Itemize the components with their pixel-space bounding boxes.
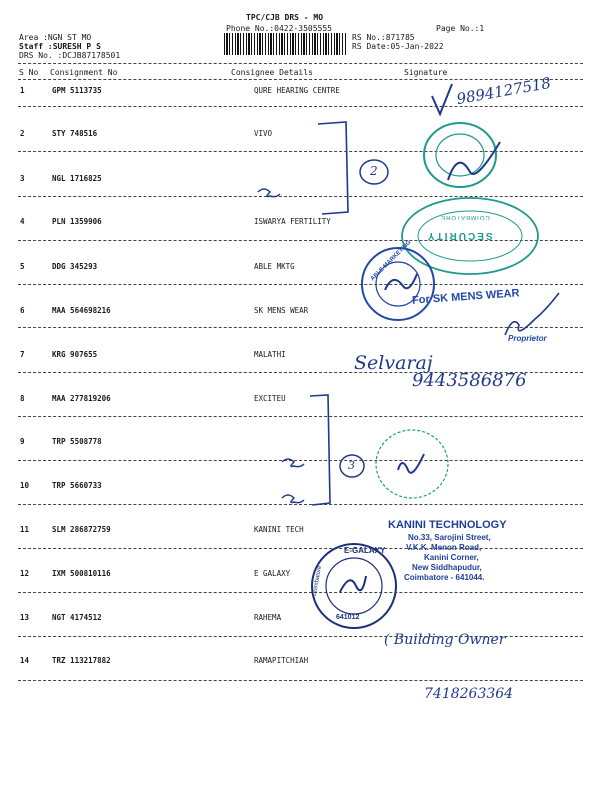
row-serial-number: 7 [20,350,25,359]
signature-row9 [398,454,424,473]
stamp-proprietor: Proprietor [508,334,547,343]
row-consignee-name: EXCITEU [254,394,286,403]
row-consignment-number: TRZ 113217882 [52,656,111,665]
area-label: Area :NGN ST MO [19,33,92,42]
row-serial-number: 5 [20,262,25,271]
row-consignment-number: STY 748516 [52,129,98,138]
stamp-able-marketing: ABLE MARKETING [369,239,413,283]
stamp-kanini-name: KANINI TECHNOLOGY [388,519,507,531]
signature-initial-row9 [282,459,304,467]
row-consignee-name: MALATHI [254,350,286,359]
page-number: Page No.:1 [436,24,485,33]
signature-initial-row3 [258,189,280,197]
row-consignee-name: ABLE MKTG [254,262,295,271]
row-consignment-number: IXM 500810116 [52,569,111,578]
row-consignee-name: KANINI TECH [254,525,304,534]
signature-row12 [340,576,366,592]
handwritten-phone-row7: 9443586876 [412,370,527,391]
row-serial-number: 8 [20,394,25,403]
row-serial-number: 9 [20,437,25,446]
signature-row2-3 [448,142,500,180]
rs-number: RS No.:871785 [352,33,415,42]
row-consignment-number: DDG 345293 [52,262,98,271]
stamp-kanini-line3: Kanini Corner, [424,553,479,562]
row-serial-number: 14 [20,656,30,665]
row-consignee-name: QURE HEARING CENTRE [254,86,340,95]
phone-number: Phone No.:0422-3505555 [226,24,332,33]
stamp-security: SECURITY [426,230,493,241]
stamp-sk-mens-wear: For SK MENS WEAR [411,287,520,307]
row-consignment-number: SLM 286872759 [52,525,111,534]
stamp-kanini-line5: Coimbatore - 641044. [404,573,485,582]
row-serial-number: 11 [20,525,30,534]
column-consignment: Consignment No [50,68,118,77]
bracket-rows-8-10 [310,395,330,505]
handwritten-owner-note: ( Building Owner [384,632,506,648]
handwritten-circle-3: 3 [348,459,355,472]
column-signature: Signature [404,68,448,77]
signature-check-row1 [432,84,452,114]
stamp-coimbatore: COIMBATORE [440,214,490,220]
stamp-kanini-line1: No.33, Sarojini Street, [408,533,491,542]
row-consignment-number: NGL 1716825 [52,174,102,183]
row-consignee-name: RAHEMA [254,613,282,622]
staff-label: Staff :SURESH P S [19,42,101,51]
row-serial-number: 3 [20,174,25,183]
able-marketing-stamp [362,248,434,320]
row-serial-number: 2 [20,129,25,138]
row-consignment-number: GPM 5113735 [52,86,102,95]
stamp-kanini-line2: V.K.K. Menon Road, [406,543,482,552]
drs-number: DRS No. :DCJB87178501 [19,51,121,60]
row-consignment-number: TRP 5508778 [52,437,102,446]
column-consignee: Consignee Details [231,68,313,77]
bracket-rows-2-3 [318,122,348,214]
column-sno: S No [19,68,39,77]
row-consignment-number: NGT 4174512 [52,613,102,622]
row-consignee-name: RAMAPITCHIAH [254,656,309,665]
signature-row5 [385,274,417,290]
handwritten-name-row7: Selvaraj [354,352,433,374]
row-consignment-number: TRP 5660733 [52,481,102,490]
faint-stamp-row9 [376,430,448,498]
row-serial-number: 4 [20,217,25,226]
row-consignment-number: PLN 1359906 [52,217,102,226]
row-consignee-name: VIVO [254,129,273,138]
row-consignee-name: ISWARYA FERTILITY [254,217,331,226]
handwritten-phone-row14: 7418263364 [424,686,514,702]
document-title: TPC/CJB DRS - MO [246,13,324,22]
handwritten-phone-row1: 9894127518 [455,73,553,109]
rs-date: RS Date:05-Jan-2022 [352,42,444,51]
technology-stamp [424,123,496,187]
row-serial-number: 1 [20,86,25,95]
stamp-egalaxy-name: E-GALAXY [344,546,386,555]
stamp-kanini-line4: New Siddhapudur, [412,563,482,572]
row-serial-number: 12 [20,569,30,578]
stamp-egalaxy-city: Coimbatore [311,565,324,597]
row-serial-number: 6 [20,306,25,315]
row-consignee-name: E GALAXY [254,569,291,578]
stamp-egalaxy-pin: 641012 [336,614,360,621]
signature-initial-row10 [282,495,304,503]
row-consignment-number: MAA 564698216 [52,306,111,315]
row-serial-number: 10 [20,481,30,490]
row-consignment-number: KRG 907655 [52,350,98,359]
row-consignment-number: MAA 277819206 [52,394,111,403]
row-consignee-name: SK MENS WEAR [254,306,309,315]
row-serial-number: 13 [20,613,30,622]
handwritten-circle-2: 2 [370,164,378,178]
